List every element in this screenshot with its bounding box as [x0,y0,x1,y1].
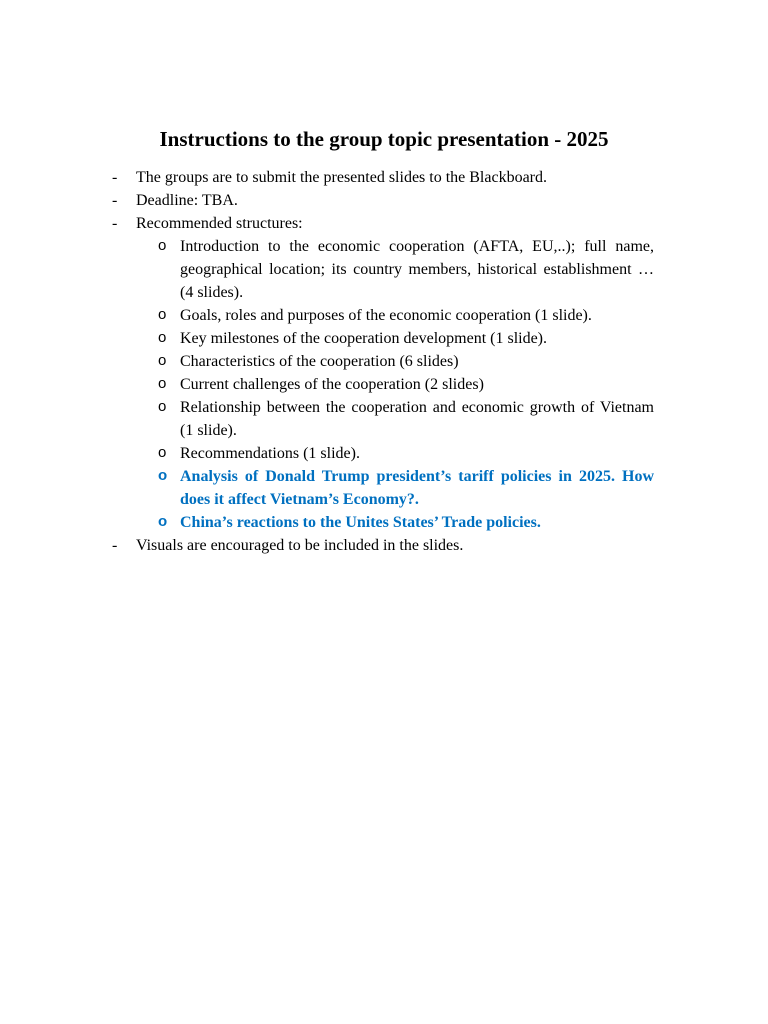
circle-bullet-icon: o [158,352,167,369]
list-item-text: Recommended structures: [136,215,303,232]
structure-item-text: Analysis of Donald Trump president’s tariff policies in 2025. How does it affect Vietnam’s Economy?. [180,468,654,508]
structure-item [156,396,654,442]
dash-marker: - [112,215,118,232]
structure-item-text: Characteristics of the cooperation (6 slides) [180,353,459,370]
structures-sublist [156,235,654,534]
dash-marker: - [112,192,118,209]
structure-item-highlighted [156,465,654,511]
structure-item-text: China’s reactions to the Unites States’ Trade policies. [180,514,541,531]
structure-item-text: Key milestones of the cooperation development (1 slide). [180,330,548,347]
structure-item-highlighted [156,511,654,534]
circle-bullet-icon: o [158,444,167,461]
instruction-list [112,166,678,557]
structure-item [156,350,654,373]
structure-item [156,373,654,396]
list-item-deadline [112,189,678,212]
dash-marker: - [112,169,118,186]
structure-item-text: Recommendations (1 slide). [180,445,360,462]
dash-marker: - [112,537,118,554]
circle-bullet-icon: o [158,329,167,346]
circle-bullet-icon: o [158,467,168,484]
circle-bullet-icon: o [158,237,167,254]
list-item-visuals [112,534,678,557]
structure-item [156,304,654,327]
structure-item-text: Current challenges of the cooperation (2 slides) [180,376,484,393]
page-title: Instructions to the group topic presentation - 2025 [159,127,609,151]
structure-item-text: Relationship between the cooperation and economic growth of Vietnam (1 slide). [180,399,654,439]
list-item-text: Deadline: TBA. [136,192,238,209]
structure-item [156,327,654,350]
circle-bullet-icon: o [158,398,167,415]
circle-bullet-icon: o [158,513,168,530]
circle-bullet-icon: o [158,375,167,392]
circle-bullet-icon: o [158,306,167,323]
structure-item-text: Goals, roles and purposes of the economic cooperation (1 slide). [180,307,592,324]
list-item-text: The groups are to submit the presented slides to the Blackboard. [136,169,548,186]
structure-item [156,442,654,465]
list-item-submit [112,166,678,189]
list-item-text: Visuals are encouraged to be included in the slides. [136,537,464,554]
list-item-structures [112,212,678,235]
structure-item-text: Introduction to the economic cooperation (AFTA, EU,..); full name, geographical location; its country members, historical establishment … (4 slides). [180,238,654,301]
structure-item [156,235,654,304]
